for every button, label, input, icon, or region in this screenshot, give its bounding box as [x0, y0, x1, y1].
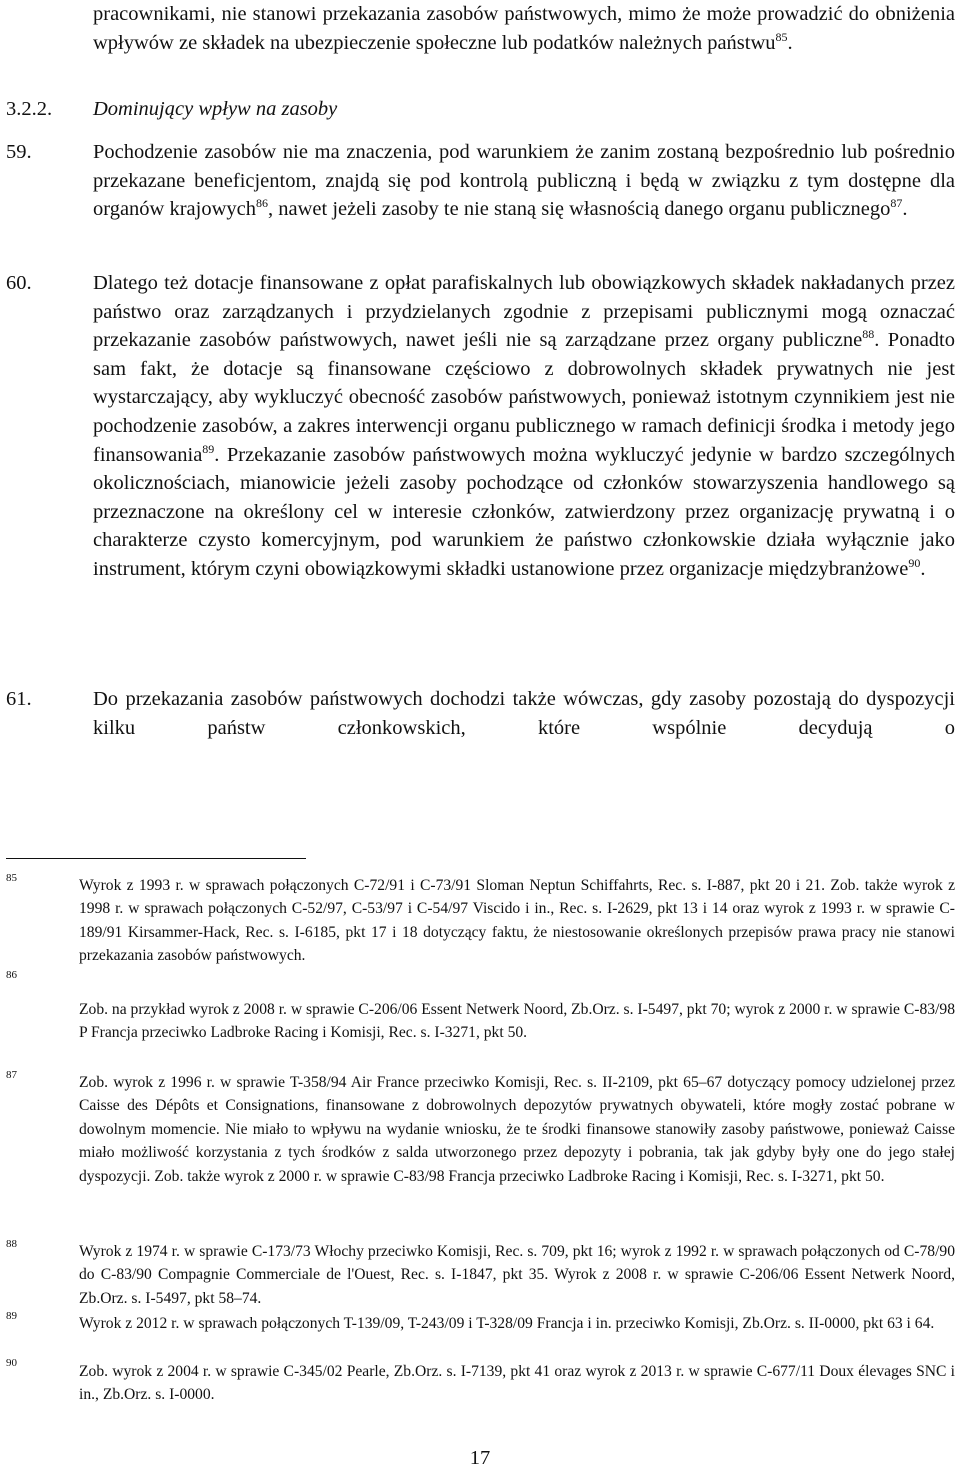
paragraph-body [93, 138, 955, 224]
footnote-number: 90 [6, 1357, 17, 1369]
paragraph-continuation [93, 0, 955, 57]
paragraph-text: . Ponadto sam fakt, że dotacje są finansowane częściowo z dobrowolnych składek prywatnych nie jest wystarczający, aby wykluczyć obecność zasobów państwowych, ponieważ istotnym czynnikiem jest nie pochodzenie zasobów, a zakres interwencji organu publicznego w ramach definicji środka i metody jego finansowania [93, 329, 955, 466]
paragraph-text: pracownikami, nie stanowi przekazania zasobów państwowych, mimo że może prowadzić do obniżenia wpływów ze składek na ubezpieczenie społeczne lub podatków należnych państwu [93, 3, 955, 54]
footnote-ref[interactable]: 86 [256, 196, 269, 211]
footnote-text: Wyrok z 1993 r. w sprawach połączonych C-72/91 i C-73/91 Sloman Neptun Schiffahrts, Rec. s. I-887, pkt 20 i 21. Zob. także wyrok z 1998 r. w sprawach połączonych C-52/97, C-53/97 i C-54/97 Viscido i in., Rec. s. I-2629, pkt 13 i 14 oraz wyrok z 1993 r. w sprawie C-189/91 Kirsammer-Hack, Rec. s. I-6185, pkt 17 i 18 dotyczący faktu, że niestosowanie określonych przepisów prawa pracy nie stanowi przekazania zasobów państwowych. [79, 877, 955, 965]
paragraph-text: Pochodzenie zasobów nie ma znaczenia, pod warunkiem że zanim zostaną bezpośrednio lub pośrednio przekazane beneficjentom, znajdą się pod kontrolą publiczną i będą w związku z tym dostępne dla organów krajowych [93, 141, 955, 221]
footnote-ref[interactable]: 87 [890, 196, 903, 211]
paragraph-body [93, 685, 955, 742]
paragraph-number: 61. [6, 688, 32, 710]
footnote-ref[interactable]: 89 [202, 441, 215, 456]
paragraph-text: Do przekazania zasobów państwowych dochodzi także wówczas, gdy zasoby pozostają do dyspozycji kilku państw członkowskich, które wspólnie decydują o [93, 688, 955, 739]
footnote-ref[interactable]: 90 [908, 556, 921, 571]
footnote-number: 85 [6, 872, 17, 884]
footnote-number: 87 [6, 1069, 17, 1081]
footnote-text: Zob. wyrok z 1996 r. w sprawie T-358/94 Air France przeciwko Komisji, Rec. s. II-2109, pkt 65–67 dotyczący pomocy udzielonej przez Caisse des Dépôts et Consignations, finansowane z dobrowolnych depozytów prywatnych obywateli, które mogły zostać pobrane w dowolnym momencie. Nie miało to wpływu na wydanie wniosku, że te środki finansowe stanowiły zasoby państwowe, ponieważ Caisse miało możliwość korzystania z tych środków z salda utworzonego przez depozyty i pobrania, tak jak gdyby były one do jego stałej dyspozycji. Zob. także wyrok z 2000 r. w sprawie C-83/98 Francja przeciwko Ladbroke Racing i Komisji, Rec. s. I-3271, pkt 50. [79, 1074, 955, 1185]
footnote-number: 89 [6, 1310, 17, 1322]
footnote-number: 86 [6, 969, 17, 981]
paragraph-text: Dlatego też dotacje finansowane z opłat parafiskalnych lub obowiązkowych składek nakładanych przez państwo oraz zarządzanych i przydzielanych zgodnie z przepisami publicznymi mogą oznaczać przekazanie zasobów państwowych, nawet jeśli nie są zarządzane przez organy publiczne [93, 272, 955, 352]
paragraph-body [93, 269, 955, 584]
footnote-text: Zob. wyrok z 2004 r. w sprawie C-345/02 Pearle, Zb.Orz. s. I-7139, pkt 41 oraz wyrok z 2013 r. w sprawie C-677/11 Doux élevages SNC i in., Zb.Orz. s. I-0000. [79, 1363, 955, 1404]
section-heading [6, 95, 338, 124]
paragraph-text: . [902, 198, 908, 221]
footnote-text: Zob. na przykład wyrok z 2008 r. w sprawie C-206/06 Essent Netwerk Noord, Zb.Orz. s. I-5497, pkt 70; wyrok z 2000 r. w sprawie C-83/98 P Francja przeciwko Ladbroke Racing i Komisji, Rec. s. I-3271, pkt 50. [79, 1001, 955, 1042]
footnote-number: 88 [6, 1238, 17, 1250]
footnote-ref[interactable]: 85 [775, 29, 788, 44]
section-number: 3.2.2. [6, 98, 53, 120]
paragraph-text: . Przekazanie zasobów państwowych można wykluczyć jedynie w bardzo szczególnych okolicznościach, mianowicie jeżeli zasoby pochodzące od członków stowarzyszenia handlowego są przeznaczone na określony cel w interesie członków, zatwierdzony przez organizację prywatną i o charakterze czysto komercyjnym, pod warunkiem że państwo członkowskie działa wyłącznie jako instrument, którym czyni obowiązkowymi składki ustanowione przez organizacje międzybranżowe [93, 443, 955, 580]
paragraph-text: , nawet jeżeli zasoby te nie staną się własnością danego organu publicznego [268, 198, 891, 221]
paragraph-text: . [920, 557, 926, 580]
footnote-text: Wyrok z 1974 r. w sprawie C-173/73 Włochy przeciwko Komisji, Rec. s. 709, pkt 16; wyrok z 1992 r. w sprawach połączonych od C-78/90 do C-83/90 Compagnie Commerciale de l'Ouest, Rec. s. I-1847, pkt 35. Wyrok z 2008 r. w sprawie C-206/06 Essent Netwerk Noord, Zb.Orz. s. I-5497, pkt 58–74. [79, 1243, 955, 1307]
page-number: 17 [469, 1447, 491, 1469]
footnote-text: Wyrok z 2012 r. w sprawach połączonych T-139/09, T-243/09 i T-328/09 Francja i in. przeciwko Komisji, Zb.Orz. s. II-0000, pkt 63 i 64. [79, 1315, 935, 1332]
section-title: Dominujący wpływ na zasoby [93, 98, 338, 120]
paragraph-number: 59. [6, 141, 32, 163]
footnote-ref[interactable]: 88 [862, 327, 875, 342]
paragraph-text: . [787, 31, 793, 54]
paragraph-number: 60. [6, 272, 32, 294]
footnote-separator [6, 858, 306, 859]
